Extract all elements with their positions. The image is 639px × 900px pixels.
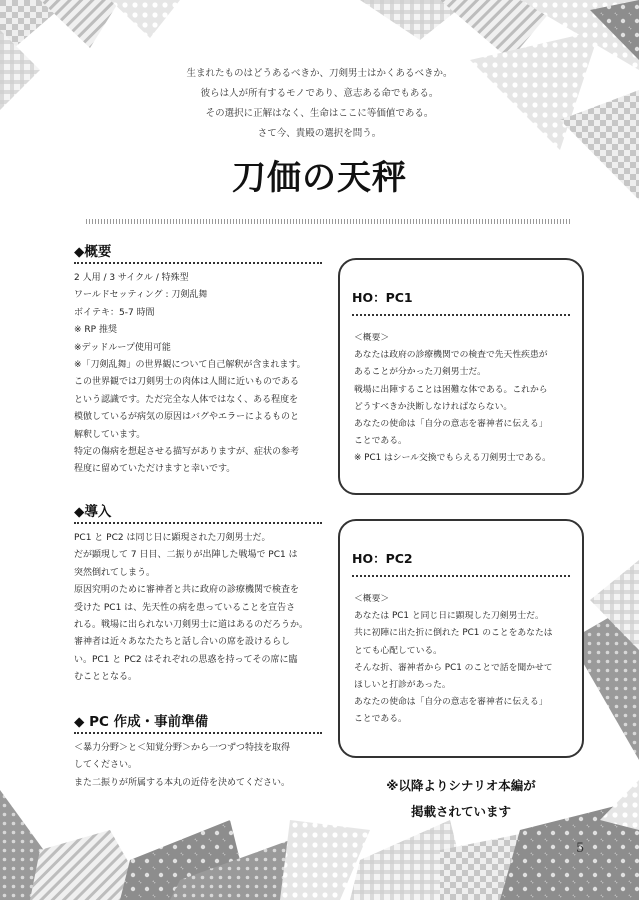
- introduction-heading: ◆導入: [74, 500, 322, 524]
- overview-section: [74, 240, 322, 479]
- ho-pc1-line: あなたの使命は「自分の意志を審神者に伝える」: [354, 419, 548, 430]
- pc-creation-heading: ◆ PC 作成・事前準備: [74, 710, 322, 734]
- ho-pc2-line: あなたの使命は「自分の意志を審神者に伝える」: [354, 697, 548, 708]
- pc-creation-line: ＜暴力分野＞と＜知覚分野＞から一つずつ特技を取得: [74, 743, 291, 753]
- overview-line: ワールドセッティング : 刀剣乱舞: [74, 290, 208, 301]
- pennant: [40, 0, 120, 48]
- introduction-line: 突然倒れてしまう。: [74, 567, 156, 578]
- continuation-note-line: ※以降よりシナリオ本編が: [386, 778, 536, 793]
- pc-creation-line: してください。: [74, 760, 138, 771]
- overview-line: 2 人用 / 3 サイクル / 特殊型: [74, 273, 189, 283]
- ho-pc2-line: ことである。: [354, 714, 407, 725]
- introduction-line: れる。戦場に出られない刀剣男士に道はあるのだろうか。: [74, 620, 309, 631]
- overview-line: この世界観では刀剣男士の肉体は人間に近いものである: [74, 377, 300, 388]
- introduction-line: 審神者は近々あなたたちと話し合いの席を設けるらし: [74, 637, 291, 648]
- ho-pc1-line: ※ PC1 はシール交換でもらえる刀剣男士である。: [354, 453, 551, 464]
- pc-creation-line: また二振りが所属する本丸の近侍を決めてください。: [74, 777, 291, 788]
- overview-line: ※「刀剣乱舞」の世界観について自己解釈が含まれます。: [74, 360, 306, 371]
- overview-line: という認識です。ただ完全な人体ではなく、ある程度を: [74, 394, 299, 405]
- intro-line: さて今、貴殿の選択を問う。: [257, 128, 382, 139]
- ho-pc2-line: 共に初陣に出た折に倒れた PC1 のことをあなたは: [354, 628, 553, 639]
- overview-line: 特定の傷病を想起させる描写がありますが、症状の参考: [74, 447, 300, 458]
- title-divider: [86, 219, 572, 224]
- ho-pc1-line: ことである。: [354, 436, 407, 447]
- intro-line: 彼らは人が所有するモノであり、意志ある命でもある。: [200, 88, 439, 99]
- introduction-line: い。PC1 と PC2 はそれぞれの思惑を持ってその席に臨: [74, 654, 298, 665]
- ho-pc2-line: とても心配している。: [354, 645, 442, 656]
- ho-pc2-line: ＜概要＞: [354, 594, 390, 604]
- ho-pc1-text: [340, 316, 582, 468]
- overview-line: ボイテキ：5-7 時間: [74, 307, 155, 318]
- ho-pc2-heading: HO：PC2: [352, 521, 570, 577]
- introduction-section: [74, 500, 322, 687]
- continuation-note: [338, 773, 584, 825]
- ho-pc1-line: ＜概要＞: [354, 333, 390, 343]
- overview-line: ※デッドループ使用可能: [74, 342, 171, 353]
- intro-line: 生まれたものはどうあるべきか、刀剣男士はかくあるべきか。: [186, 68, 453, 79]
- ho-pc1-line: どうすべきか決断しなければならない。: [354, 401, 513, 412]
- continuation-note-line: 掲載されています: [410, 804, 511, 819]
- overview-line: 程度に留めていただけますと幸いです。: [74, 464, 236, 475]
- overview-heading: ◆概要: [74, 240, 322, 264]
- ho-pc1-line: あなたは政府の診療機関での検査で先天性疾患が: [354, 350, 548, 361]
- overview-line: 模倣しているが病気の原因はバグやエラーによるものと: [74, 412, 300, 423]
- ho-pc1-line: 戦場に出陣することは困難な体である。これから: [354, 384, 548, 395]
- ho-pc1-heading: HO：PC1: [352, 260, 570, 316]
- introduction-line: むこととなる。: [74, 672, 138, 683]
- ho-pc2-box: [338, 519, 584, 758]
- ho-pc2-text: [340, 577, 582, 729]
- introduction-line: 受けた PC1 は、先天性の病を患っていることを宣告さ: [74, 602, 296, 613]
- page-number: 5: [576, 841, 585, 856]
- introduction-line: PC1 と PC2 は同じ日に顕現された刀剣男士だ。: [74, 533, 271, 543]
- ho-pc1-box: [338, 258, 584, 495]
- intro-line: その選択に正解はなく、生命はここに等価値である。: [205, 108, 434, 119]
- overview-line: 解釈しています。: [74, 429, 146, 440]
- ho-pc2-line: そんな折、審神者から PC1 のことで話を聞かせて: [354, 662, 553, 673]
- overview-line: ※ RP 推奨: [74, 325, 117, 336]
- pc-creation-section: [74, 710, 322, 792]
- ho-pc1-line: あることが分かった刀剣男士だ。: [354, 367, 486, 378]
- introduction-line: 原因究明のために審神者と共に政府の診療機関で検査を: [74, 585, 300, 596]
- intro-verse: [0, 64, 639, 144]
- introduction-line: だが顕現して 7 日目、二振りが出陣した戦場で PC1 は: [74, 550, 298, 561]
- pennant: [110, 0, 180, 38]
- ho-pc2-line: ほしいと打診があった。: [354, 680, 451, 691]
- ho-pc2-line: あなたは PC1 と同じ日に顕現した刀剣男士だ。: [354, 611, 544, 622]
- page-title: 刀価の天秤: [232, 158, 407, 198]
